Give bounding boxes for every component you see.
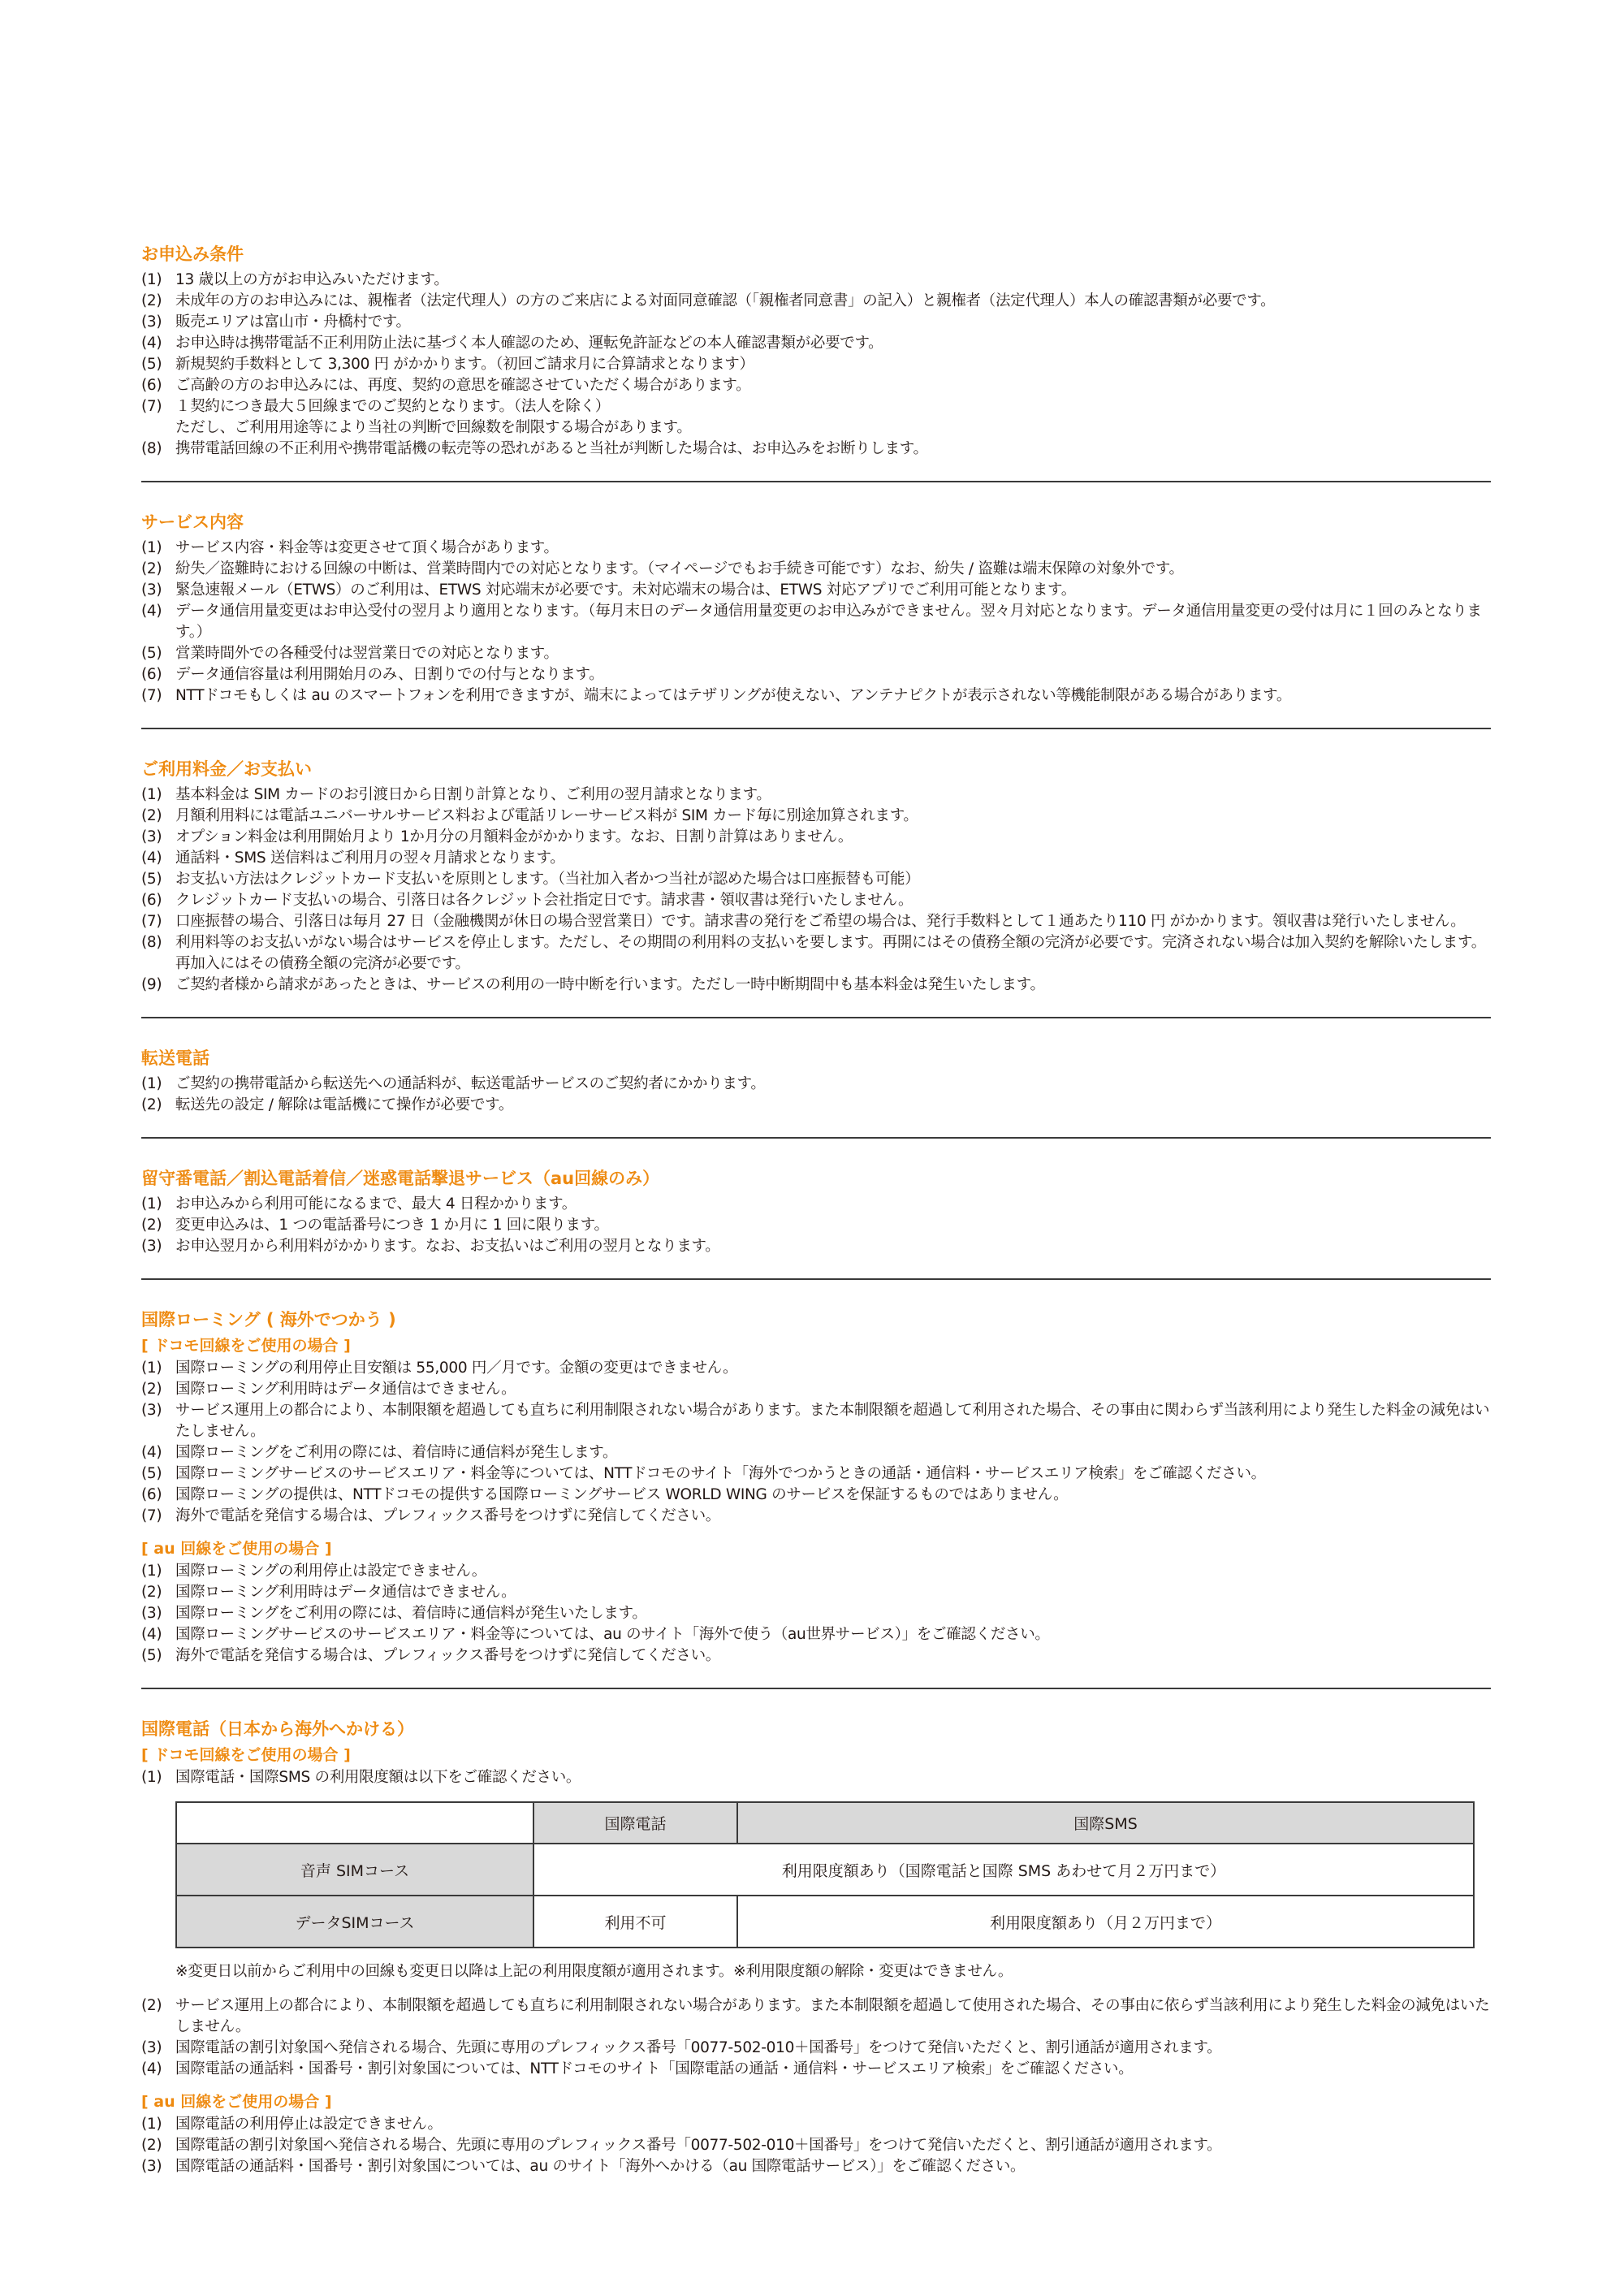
list-item (141, 2135, 1491, 2156)
list-item (141, 1561, 1491, 1582)
item-number: (4) (141, 335, 162, 352)
table-row (176, 1896, 1474, 1948)
item-number: (1) (141, 1195, 162, 1213)
item-number: (6) (141, 892, 162, 909)
item-number: (2) (141, 1997, 162, 2014)
item-number: (7) (141, 687, 162, 704)
item-number: (1) (141, 1075, 162, 1092)
item-number: (2) (141, 560, 162, 577)
list-item (141, 664, 1491, 685)
section-title: 国際ローミング ( 海外でつかう ) (141, 1310, 396, 1329)
item-number: (4) (141, 1626, 162, 1643)
item-text: 口座振替の場合、引落日は毎月 27 日（金融機関が休日の場合翌営業日）です。請求書の発行をご希望の場合は、発行手数料として１通あたり110 円 がかかります。領収書は発行いたしません。 (175, 913, 1466, 930)
item-number: (9) (141, 976, 162, 993)
section-title: サービス内容 (141, 512, 244, 532)
item-number: (3) (141, 2039, 162, 2056)
item-continuation: ただし、ご利用用途等により当社の判断で回線数を制限する場合があります。 (175, 419, 692, 436)
section-title: ご利用料金／お支払い (141, 759, 312, 779)
list-item (141, 1358, 1491, 1379)
item-number: (7) (141, 913, 162, 930)
list-item (141, 1463, 1491, 1485)
list-item (141, 1074, 1491, 1095)
item-number: (3) (141, 1605, 162, 1622)
item-text: 13 歳以上の方がお申込みいただけます。 (175, 271, 449, 288)
item-text: 国際電話の割引対象国へ発信される場合、先頭に専用のプレフィックス番号「0077-502-010＋国番号」をつけて発信いただくと、割引通話が適用されます。 (175, 2137, 1222, 2154)
item-number: (3) (141, 581, 162, 599)
section-title: 国際電話（日本から海外へかける） (141, 1719, 414, 1739)
section-title: 留守番電話／割込電話着信／迷惑電話撃退サービス（au回線のみ） (141, 1169, 660, 1188)
item-text: 未成年の方のお申込みには、親権者（法定代理人）の方のご来店による対面同意確認（「親権者同意書」の記入）と親権者（法定代理人）本人の確認書類が必要です。 (175, 292, 1276, 309)
item-text: 国際電話の利用停止は設定できません。 (175, 2116, 443, 2133)
item-text: 国際ローミング利用時はデータ通信はできません。 (175, 1381, 516, 1398)
au-subtitle: [ au 回線をご使用の場合 ] (141, 2093, 332, 2111)
item-text: サービス運用上の都合により、本制限額を超過しても直ちに利用制限されない場合があります。また本制限額を超過して利用された場合、その事由に関わらず当該利用により発生した料金の減免はいたしません。 (175, 1402, 1490, 1440)
item-text: サービス内容・料金等は変更させて頂く場合があります。 (175, 539, 559, 556)
section-voicemail-services (141, 1166, 1491, 1280)
item-number: (3) (141, 313, 162, 331)
item-number: (8) (141, 440, 162, 457)
item-number: (4) (141, 603, 162, 620)
roaming-au-list (141, 1561, 1491, 1667)
item-number: (4) (141, 2060, 162, 2077)
item-text: 国際電話の通話料・国番号・割引対象国については、au のサイト「海外へかける（au 国際電話サービス）」をご確認ください。 (175, 2158, 1026, 2175)
fees-list (141, 785, 1491, 996)
item-number: (5) (141, 871, 162, 888)
list-item (141, 1506, 1491, 1527)
item-number: (2) (141, 1096, 162, 1113)
item-number: (1) (141, 2116, 162, 2133)
condition-list-tail (141, 439, 1491, 460)
section-international-calls (141, 1717, 1491, 2198)
item-text: １契約につき最大５回線までのご契約となります。（法人を除く） (175, 398, 610, 415)
section-international-roaming (141, 1308, 1491, 1689)
item-number: (5) (141, 1647, 162, 1664)
item-text: 月額利用料には電話ユニバーサルサービス料および電話リレーサービス料が SIM カード毎に別途加算されます。 (175, 807, 918, 824)
table-cell: 利用不可 (533, 1896, 737, 1948)
item-text: NTTドコモもしくは au のスマートフォンを利用できますが、端末によってはテザリングが使えない、アンテナピクトが表示されない等機能制限がある場合があります。 (175, 687, 1292, 704)
list-item (141, 1767, 1491, 1788)
table-note: ※変更日以前からご利用中の回線も変更日以降は上記の利用限度額が適用されます。※利用限度額の解除・変更はできません。 (175, 1963, 1013, 1980)
list-item (141, 1194, 1491, 1215)
terms-content (141, 242, 1491, 2198)
table-cell: 利用限度額あり（月２万円まで） (737, 1896, 1474, 1948)
usage-limit-table (175, 1801, 1475, 1948)
intl-au-list (141, 2114, 1491, 2177)
item-number: (8) (141, 934, 162, 951)
item-number: (1) (141, 786, 162, 803)
list-item (141, 580, 1491, 601)
item-text: 転送先の設定 / 解除は電話機にて操作が必要です。 (175, 1096, 514, 1113)
list-item (141, 312, 1491, 333)
section-title: 転送電話 (141, 1048, 209, 1068)
list-item (141, 890, 1491, 911)
item-number: (4) (141, 1444, 162, 1461)
list-item (141, 1645, 1491, 1667)
item-text: 国際ローミングの利用停止は設定できません。 (175, 1563, 486, 1580)
item-number: (6) (141, 666, 162, 683)
table-cell: 利用限度額あり（国際電話と国際 SMS あわせて月２万円まで） (533, 1844, 1474, 1896)
item-number: (3) (141, 1238, 162, 1255)
item-text: お支払い方法はクレジットカード支払いを原則とします。（当社加入者かつ当社が認めた場合は口座振替も可能） (175, 871, 920, 888)
list-item (141, 2059, 1491, 2080)
list-item (141, 538, 1491, 559)
item-text: 国際ローミングをご利用の際には、着信時に通信料が発生いたします。 (175, 1605, 647, 1622)
roaming-docomo-list (141, 1358, 1491, 1527)
item-text: データ通信容量は利用開始月のみ、日割りでの付与となります。 (175, 666, 604, 683)
item-text: 国際電話・国際SMS の利用限度額は以下をご確認ください。 (175, 1769, 581, 1786)
list-item (141, 975, 1491, 996)
list-item (141, 439, 1491, 460)
voicemail-list (141, 1194, 1491, 1257)
item-text: お申込翌月から利用料がかかります。なお、お支払いはご利用の翌月となります。 (175, 1238, 720, 1255)
item-number: (2) (141, 2137, 162, 2154)
item-number: (6) (141, 377, 162, 394)
service-list (141, 538, 1491, 707)
list-item (141, 785, 1491, 806)
item-number: (1) (141, 1769, 162, 1786)
section-application-conditions (141, 242, 1491, 482)
item-text: 国際ローミングサービスのサービスエリア・料金等については、au のサイト「海外で使う（au世界サービス）」をご確認ください。 (175, 1626, 1050, 1643)
item-text: 国際ローミングをご利用の際には、着信時に通信料が発生します。 (175, 1444, 618, 1461)
item-text: オプション料金は利用開始月より 1か月分の月額料金がかかります。なお、日割り計算はありません。 (175, 828, 853, 845)
list-item (141, 685, 1491, 707)
item-number: (1) (141, 539, 162, 556)
section-service-content (141, 510, 1491, 729)
item-number: (3) (141, 828, 162, 845)
docomo-subtitle: [ ドコモ回線をご使用の場合 ] (141, 1746, 351, 1764)
item-number: (1) (141, 271, 162, 288)
list-item (141, 270, 1491, 291)
list-item (141, 643, 1491, 664)
item-number: (2) (141, 1584, 162, 1601)
section-fees-payment (141, 757, 1491, 1018)
item-text: 紛失／盗難時における回線の中断は、営業時間内での対応となります。（マイページでもお手続き可能です）なお、紛失 / 盗難は端末保障の対象外です。 (175, 560, 1184, 577)
list-item (141, 601, 1491, 643)
item-text: 基本料金は SIM カードのお引渡日から日割り計算となり、ご利用の翌月請求となります。 (175, 786, 771, 803)
list-item (141, 932, 1491, 975)
item-text: 販売エリアは富山市・舟橋村です。 (175, 313, 411, 331)
row-header-voice-sim: 音声 SIMコース (176, 1844, 533, 1896)
list-item (141, 1624, 1491, 1645)
list-item (141, 2114, 1491, 2135)
item-text: 利用料等のお支払いがない場合はサービスを停止します。ただし、その期間の利用料の支払いを要します。再開にはその債務全額の完済が必要です。完済されない場合は加入契約を解除いたします。再加入にはその債務全額の完済が必要です。 (175, 934, 1486, 972)
list-item (141, 1400, 1491, 1442)
au-subtitle: [ au 回線をご使用の場合 ] (141, 1540, 332, 1558)
list-item (141, 354, 1491, 375)
item-number: (5) (141, 1465, 162, 1482)
list-item (141, 806, 1491, 827)
item-text: 海外で電話を発信する場合は、プレフィックス番号をつけずに発信してください。 (175, 1507, 720, 1524)
item-text: 国際電話の割引対象国へ発信される場合、先頭に専用のプレフィックス番号「0077-502-010＋国番号」をつけて発信いただくと、割引通話が適用されます。 (175, 2039, 1222, 2056)
column-header-intl-sms: 国際SMS (737, 1802, 1474, 1844)
list-item (141, 559, 1491, 580)
item-text: お申込時は携帯電話不正利用防止法に基づく本人確認のため、運転免許証などの本人確認書類が必要です。 (175, 335, 883, 352)
table-row (176, 1844, 1474, 1896)
list-item (141, 1582, 1491, 1603)
list-item (141, 1442, 1491, 1463)
item-text: 国際ローミングの提供は、NTTドコモの提供する国際ローミングサービス WORLD WING のサービスを保証するものではありません。 (175, 1486, 1069, 1503)
item-number: (2) (141, 1381, 162, 1398)
item-text: 携帯電話回線の不正利用や携帯電話機の転売等の恐れがあると当社が判断した場合は、お申込みをお断りします。 (175, 440, 928, 457)
item-number: (7) (141, 1507, 162, 1524)
list-item (141, 1215, 1491, 1236)
item-number: (3) (141, 1402, 162, 1419)
list-item (141, 396, 1491, 417)
table-corner-cell (176, 1802, 533, 1844)
item-text: 国際ローミングの利用停止目安額は 55,000 円／月です。金額の変更はできません。 (175, 1360, 738, 1377)
item-text: ご高齢の方のお申込みには、再度、契約の意思を確認させていただく場合があります。 (175, 377, 751, 394)
list-item (141, 333, 1491, 354)
section-call-forwarding (141, 1046, 1491, 1139)
list-item (141, 869, 1491, 890)
item-text: 変更申込みは、1 つの電話番号につき 1 か月に 1 回に限ります。 (175, 1217, 609, 1234)
item-text: ご契約者様から請求があったときは、サービスの利用の一時中断を行います。ただし一時中断期間中も基本料金は発生いたします。 (175, 976, 1045, 993)
list-item (141, 1485, 1491, 1506)
section-title: お申込み条件 (141, 244, 244, 264)
list-item (141, 827, 1491, 848)
item-number: (3) (141, 2158, 162, 2175)
item-number: (7) (141, 398, 162, 415)
item-text: 新規契約手数料として 3,300 円 がかかります。（初回ご請求月に合算請求となります） (175, 356, 754, 373)
list-item (141, 911, 1491, 932)
list-item (141, 2038, 1491, 2059)
list-item (141, 291, 1491, 312)
item-number: (6) (141, 1486, 162, 1503)
item-number: (5) (141, 356, 162, 373)
item-text: ご契約の携帯電話から転送先への通話料が、転送電話サービスのご契約者にかかります。 (175, 1075, 766, 1092)
condition-list (141, 270, 1491, 417)
row-header-data-sim: データSIMコース (176, 1896, 533, 1948)
item-number: (4) (141, 850, 162, 867)
list-item (141, 1095, 1491, 1116)
column-header-intl-call: 国際電話 (533, 1802, 737, 1844)
item-text: 緊急速報メール（ETWS）のご利用は、ETWS 対応端末が必要です。未対応端末の場合は、ETWS 対応アプリでご利用可能となります。 (175, 581, 1076, 599)
docomo-subtitle: [ ドコモ回線をご使用の場合 ] (141, 1337, 351, 1355)
list-item (141, 848, 1491, 869)
table-header-row (176, 1802, 1474, 1844)
item-number: (2) (141, 292, 162, 309)
item-text: 国際ローミングサービスのサービスエリア・料金等については、NTTドコモのサイト「海外でつかうときの通話・通信料・サービスエリア検索」をご確認ください。 (175, 1465, 1266, 1482)
item-number: (2) (141, 1217, 162, 1234)
list-item (141, 2156, 1491, 2177)
intl-docomo-list (141, 1767, 1491, 1788)
forwarding-list (141, 1074, 1491, 1116)
item-text: クレジットカード支払いの場合、引落日は各クレジット会社指定日です。請求書・領収書は発行いたしません。 (175, 892, 914, 909)
item-text: サービス運用上の都合により、本制限額を超過しても直ちに利用制限されない場合があります。また本制限額を超過して使用された場合、その事由に依らず当該利用により発生した料金の減免はいたしません。 (175, 1997, 1490, 2035)
item-number: (1) (141, 1563, 162, 1580)
item-number: (2) (141, 807, 162, 824)
intl-docomo-list-continued (141, 1995, 1491, 2080)
list-item (141, 1995, 1491, 2038)
list-item (141, 1603, 1491, 1624)
item-text: 通話料・SMS 送信料はご利用月の翌々月請求となります。 (175, 850, 565, 867)
item-text: お申込みから利用可能になるまで、最大 4 日程かかります。 (175, 1195, 577, 1213)
item-number: (5) (141, 645, 162, 662)
item-text: データ通信用量変更はお申込受付の翌月より適用となります。（毎月末日のデータ通信用量変更のお申込みができません。翌々月対応となります。データ通信用量変更の受付は月に１回のみとなります。） (175, 603, 1482, 641)
list-item (141, 1236, 1491, 1257)
list-item (141, 375, 1491, 396)
item-text: 海外で電話を発信する場合は、プレフィックス番号をつけずに発信してください。 (175, 1647, 720, 1664)
list-item (141, 1379, 1491, 1400)
item-text: 国際電話の通話料・国番号・割引対象国については、NTTドコモのサイト「国際電話の通話・通信料・サービスエリア検索」をご確認ください。 (175, 2060, 1134, 2077)
item-text: 営業時間外での各種受付は翌営業日での対応となります。 (175, 645, 559, 662)
item-text: 国際ローミング利用時はデータ通信はできません。 (175, 1584, 516, 1601)
item-number: (1) (141, 1360, 162, 1377)
